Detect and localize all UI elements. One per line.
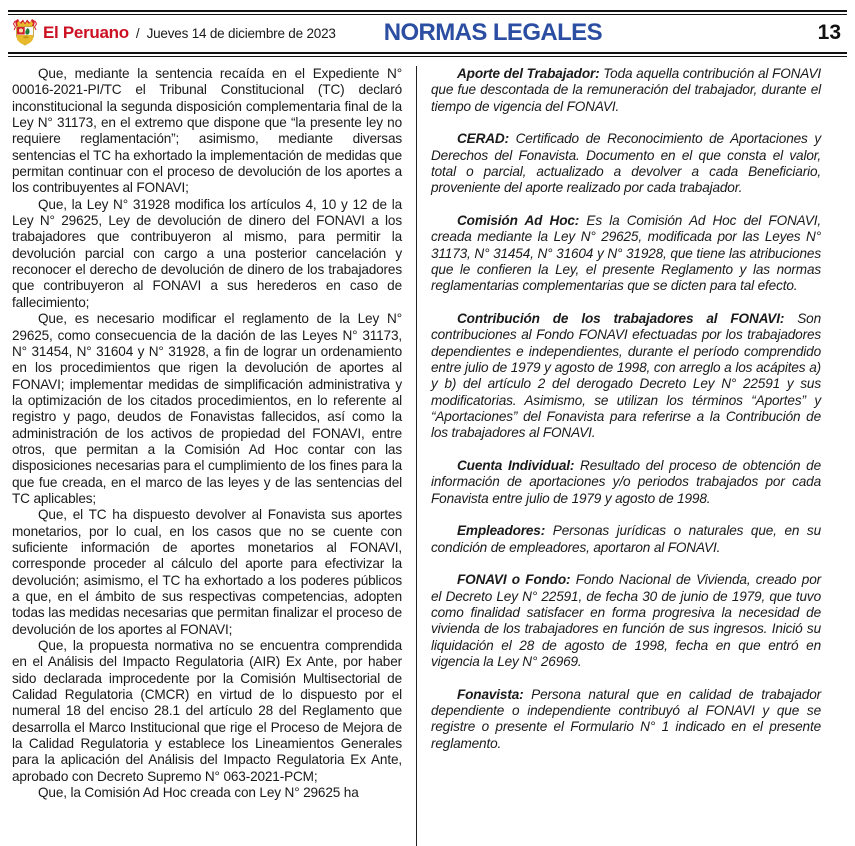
definition-body: Certificado de Reconocimiento de Aportaciones y Derechos del Fonavista. Documento en el que consta el valor, total o parcial, actualizado a devolver a cada Beneficiario, proveniente del aporte realizado por cada trabajador. xyxy=(431,131,821,196)
definition-term: Comisión Ad Hoc: xyxy=(457,213,580,228)
definition-item xyxy=(431,458,821,507)
brand-separator: / xyxy=(135,25,140,41)
definition-body: Es la Comisión Ad Hoc del FONAVI, creada mediante la Ley N° 29625, modificada por las Leyes N° 31173, N° 31454, N° 31604 y N° 31928, que tiene las atribuciones que le confieren la Ley, el presente Reglamento y las normas reglamentarias complementarias que se dicten para tal efecto. xyxy=(431,213,822,294)
definition-item xyxy=(431,213,821,295)
article-body xyxy=(12,66,843,846)
brand-name: El Peruano xyxy=(43,23,129,42)
definition-term: Aporte del Trabajador: xyxy=(457,66,600,81)
masthead-rule-bottom-thin xyxy=(8,56,847,57)
definition-body: Resultado del proceso de obtención de información de aportaciones y/o periodos trabajados por cada Fonavista entre julio de 1979 y agosto de 1998. xyxy=(431,458,821,506)
definition-item xyxy=(431,687,821,752)
paragraph: Que, mediante la sentencia recaída en el Expediente N° 00016-2021-PI/TC el Tribunal Constitucional (TC) declaró inconstitucional la segunda disposición complementaria final de la Ley N° 31173, en el extremo que dispone que “la presente ley no requiere reglamentación”; asimismo, mediante diversas sentencias el TC ha exhortado la implementación de medidas que permitan continuar con el proceso de devolución de los aportes a los contribuyentes al FONAVI; xyxy=(12,66,402,196)
definition-item xyxy=(431,311,821,442)
definition-term: Fonavista: xyxy=(457,686,524,702)
definition-item xyxy=(431,572,821,670)
paragraph: Que, la Ley N° 31928 modifica los artículos 4, 10 y 12 de la Ley N° 29625, Ley de devolución de dinero del FONAVI a los trabajadores que contribuyeron al mismo, para permitir la devolución parcial con cargo a una posterior cancelación y reconocer el derecho de devolución de dinero de los trabajadores que contribuyeron al FONAVI a sus herederos en caso de fallecimiento; xyxy=(12,196,402,310)
definition-term: CERAD: xyxy=(457,131,509,147)
definition-term: Empleadores: xyxy=(457,523,546,539)
masthead-rule-top xyxy=(8,10,847,12)
definition-body: Toda aquella contribución al FONAVI que fue descontada de la remuneración del trabajador, durante el tiempo de vigencia del FONAVI. xyxy=(431,66,822,114)
definition-body: Son contribuciones al Fondo FONAVI efectuadas por los trabajadores dependientes e independientes, durante el período comprendido entre julio de 1979 y agosto de 1998, con arreglo a los acápites a) y b) del artículo 2 del derogado Decreto Ley N° 22591 y sus modificatorias. Asimismo, se utilizan los términos “Aportes” y “Aportaciones” del Fonavista para referirse a la Contribución de los trabajadores al FONAVI. xyxy=(431,311,821,441)
definition-body: Personas jurídicas o naturales que, en su condición de empleadores, aportaron al FONAVI. xyxy=(431,523,821,555)
definition-term: FONAVI o Fondo: xyxy=(457,572,571,588)
masthead-row xyxy=(8,15,847,51)
page-number: 13 xyxy=(817,21,841,44)
left-column xyxy=(12,66,416,846)
peru-coat-of-arms-icon xyxy=(12,18,38,48)
definition-item xyxy=(431,131,821,196)
paragraph: Que, la propuesta normativa no se encuentra comprendida en el Análisis del Impacto Regulatoria (AIR) Ex Ante, por haber sido declarada improcedente por la Comisión Multisectorial de Calidad Regulatoria (CMCR) en virtud de lo dispuesto por el numeral 18 del enciso 28.1 del artículo 28 del Reglamento que desarrolla el Marco Institucional que rige el Proceso de Mejora de la Calidad Regulatoria y establece los Lineamientos Generales para la aplicación del Análisis del Impacto Regulatoria Ex Ante, aprobado con Decreto Supremo N° 063-2021-PCM; xyxy=(12,638,402,784)
definition-body: Persona natural que en calidad de trabajador dependiente o independiente contribuyó al FONAVI y que se registre o presente el Formulario N° 1 indicado en el presente reglamento. xyxy=(431,686,821,751)
section-title: NORMAS LEGALES xyxy=(383,19,602,46)
paragraph: Que, la Comisión Ad Hoc creada con Ley N° 29625 ha xyxy=(38,785,359,801)
definition-body: Fondo Nacional de Vivienda, creado por el Decreto Ley N° 22591, de fecha 30 de junio de 1979, que tuvo como finalidad satisfacer en forma progresiva la necesidad de vivienda de los trabajadores en función de sus ingresos. Inició su liquidación el 28 de agosto de 1998, fecha en que entró en vigencia la Ley N° 26969. xyxy=(431,572,821,670)
brand-block xyxy=(12,18,336,48)
publication-date: Jueves 14 de diciembre de 2023 xyxy=(146,25,336,41)
paragraph: Que, el TC ha dispuesto devolver al Fonavista sus aportes monetarios, por lo cual, en los casos que no se cuente con suficiente información de aportes monetarios al FONAVI, corresponde proceder al cálculo del aporte para efectivizar la devolución; asimismo, el TC ha exhortado a los poderes públicos a que, en el ámbito de sus respectivas competencias, adopten todas las medidas necesarias que permitan finalizar el proceso de devolución de los aportes al FONAVI; xyxy=(12,507,402,637)
definition-item xyxy=(431,66,821,115)
paragraph: Que, es necesario modificar el reglamento de la Ley N° 29625, como consecuencia de la dación de las Leyes N° 31173, N° 31454, N° 31604 y N° 31928, a fin de lograr un ordenamiento en los procedimientos que rigen la devolución de aportes al FONAVI; implementar medidas de simplificación administrativa y la optimización de los citados procedimientos, en lo referente al registro y pago, deudos de Fonavistas fallecidos, así como la administración de los activos de propiedad del FONAVI, entre otros, que permitan a la Comisión Ad Hoc contar con las disposiciones necesarias para el cumplimiento de los fines para la que fue creada, en el marco de las leyes y de las sentencias del TC aplicables; xyxy=(12,311,402,506)
definition-term: Cuenta Individual: xyxy=(457,458,575,474)
right-column xyxy=(417,66,821,846)
masthead-rule-bottom xyxy=(8,52,847,54)
page-masthead xyxy=(8,0,847,57)
definition-item xyxy=(431,523,821,556)
definition-term: Contribución de los trabajadores al FONAVI: xyxy=(457,311,785,327)
